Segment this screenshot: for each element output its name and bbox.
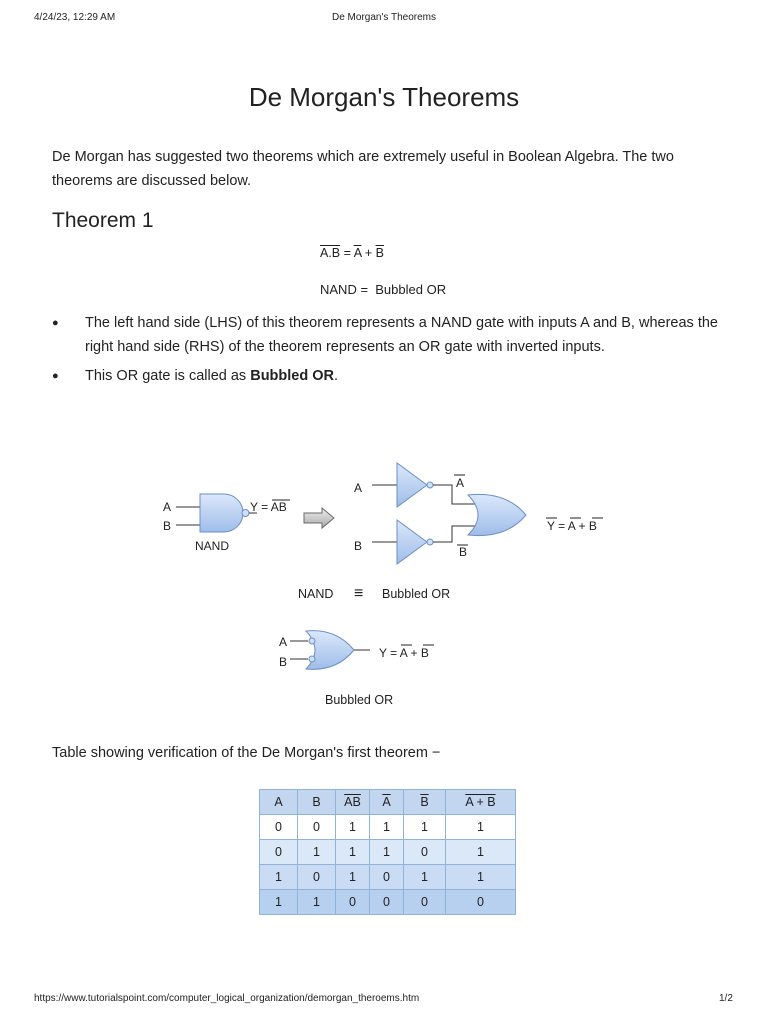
table-cell: 0	[370, 890, 404, 915]
table-cell: 1	[446, 865, 516, 890]
table-caption: Table showing verification of the De Morgan's first theorem −	[52, 745, 441, 761]
bubbled-or-gate-symbol	[290, 631, 370, 670]
column-header: $\overline{A}$	[370, 790, 404, 815]
list-item	[52, 365, 718, 389]
page-title: De Morgan's Theorems	[248, 82, 520, 112]
nand-equivalence: NAND = Bubbled OR	[320, 282, 447, 297]
equation-b-bar: $\overline{B}$	[375, 246, 384, 260]
page-number: 1/2	[719, 993, 733, 1004]
inverter-input-b: B	[354, 539, 363, 553]
table-row	[260, 815, 516, 840]
nand-label: NAND	[195, 539, 230, 553]
inverter-input-a: A	[354, 481, 363, 495]
equation-equals: =	[340, 246, 354, 260]
table-cell: 1	[370, 815, 404, 840]
table-cell: 0	[336, 890, 370, 915]
table-cell: 0	[446, 890, 516, 915]
bullet-icon: ●	[52, 317, 59, 329]
truth-table	[259, 789, 516, 915]
equation-plus: +	[361, 246, 376, 260]
bullet-text: The left hand side (LHS) of this theorem represents a NAND gate with inputs A and B, whereas the right hand side (RHS) of the theorem represents an OR gate with inverted inputs.	[85, 315, 718, 355]
equivalence-bubbled-or: Bubbled OR	[382, 587, 451, 601]
equation-lhs: A.B	[320, 246, 341, 260]
bullet-icon: ●	[52, 370, 59, 382]
table-cell: 1	[336, 865, 370, 890]
column-header: $\overline{B}$	[404, 790, 446, 815]
table-row	[260, 890, 516, 915]
table-cell: 1	[336, 815, 370, 840]
bubbled-or-label: Bubbled OR	[325, 693, 394, 707]
intro-paragraph: De Morgan has suggested two theorems which are extremely useful in Boolean Algebra. The two theorems are discussed below.	[52, 149, 674, 189]
column-header: $\overline{AB}$	[336, 790, 370, 815]
table-header-row	[260, 790, 516, 815]
print-doc-title: De Morgan's Theorems	[332, 12, 436, 23]
table-cell: 1	[404, 815, 446, 840]
table-cell: 0	[370, 865, 404, 890]
nand-gate-symbol	[176, 494, 257, 532]
bullet-text-post: .	[334, 368, 339, 384]
theorem-1-bullets	[52, 312, 718, 395]
inverter-output-b: B	[459, 545, 468, 559]
table-row	[260, 840, 516, 865]
table-cell: 1	[298, 840, 336, 865]
theorem-1-heading: Theorem 1	[52, 209, 154, 232]
bubbled-or-input-a: A	[279, 635, 288, 649]
bubbled-or-input-b: B	[279, 655, 288, 669]
column-header: A + B	[446, 790, 516, 815]
inverter-output-a: A	[456, 476, 465, 490]
table-row	[260, 865, 516, 890]
equivalence-icon: ≡	[354, 585, 364, 602]
or-gate-symbol	[468, 494, 526, 535]
bullet-text-pre: This OR gate is called as	[85, 368, 251, 384]
table-cell: 0	[260, 815, 298, 840]
nand-input-a: A	[163, 500, 172, 514]
source-url-link[interactable]: https://www.tutorialspoint.com/computer_logical_organization/demorgan_theroems.htm	[34, 993, 420, 1004]
table-cell: 0	[298, 815, 336, 840]
table-cell: 1	[370, 840, 404, 865]
table-cell: 1	[260, 865, 298, 890]
theorem-1-equation	[320, 246, 384, 260]
column-header: A	[260, 790, 298, 815]
equation-a-bar: $\overline{A}$	[353, 246, 362, 260]
table-cell: 0	[404, 840, 446, 865]
table-cell: 0	[404, 890, 446, 915]
bullet-text-bold: Bubbled OR	[250, 368, 334, 384]
table-cell: 1	[446, 840, 516, 865]
de-morgan-gate-diagram	[150, 450, 620, 720]
list-item	[52, 312, 718, 359]
table-cell: 1	[260, 890, 298, 915]
equivalence-nand: NAND	[298, 587, 334, 601]
column-header: B	[298, 790, 336, 815]
nand-output-label: Y = AB	[250, 500, 287, 514]
nand-input-b: B	[163, 519, 172, 533]
table-cell: 0	[260, 840, 298, 865]
table-cell: 1	[404, 865, 446, 890]
table-cell: 1	[298, 890, 336, 915]
table-cell: 1	[446, 815, 516, 840]
or-output-label: Y = A + B	[547, 519, 597, 533]
print-datetime: 4/24/23, 12:29 AM	[34, 12, 116, 23]
table-cell: 1	[336, 840, 370, 865]
table-cell: 0	[298, 865, 336, 890]
bubbled-or-output-label: Y = A + B	[379, 646, 429, 660]
arrow-icon	[304, 508, 334, 528]
